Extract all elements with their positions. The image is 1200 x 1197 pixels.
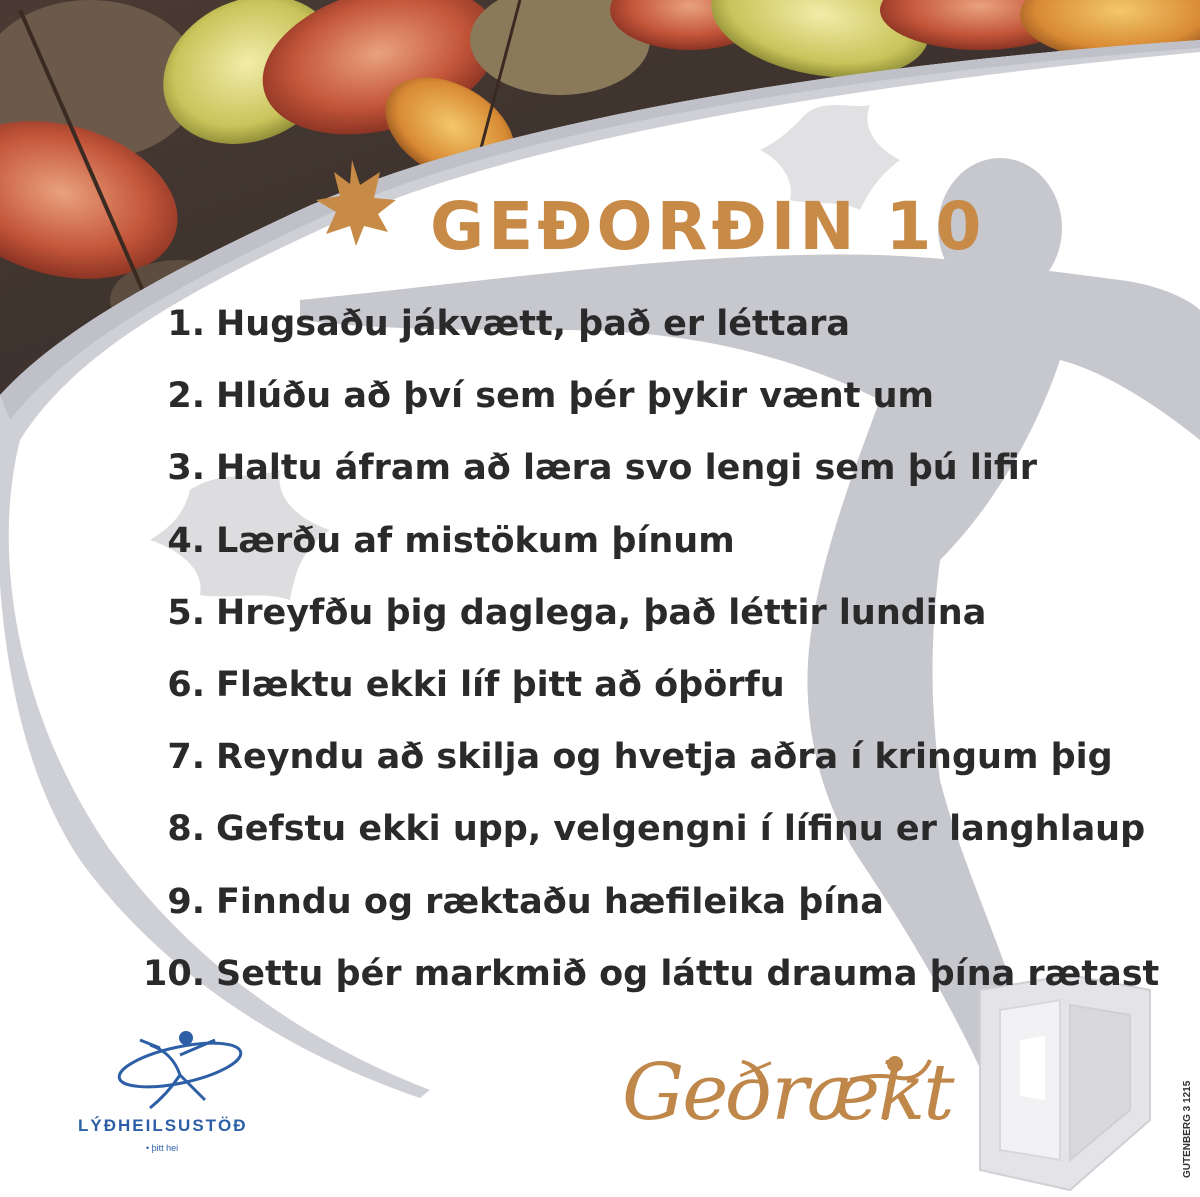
rule-item xyxy=(0,954,1160,1014)
lydheilsustod-logo-text: LÝÐHEILSUSTÖÐ xyxy=(78,1116,248,1135)
rule-item xyxy=(0,448,1160,508)
rule-item xyxy=(0,737,1160,797)
rule-number: 8. xyxy=(167,809,205,849)
rule-text: Hugsaðu jákvætt, það er léttara xyxy=(216,304,850,344)
rule-item xyxy=(0,376,1160,436)
rule-number: 9. xyxy=(167,882,205,922)
rule-number: 3. xyxy=(167,448,205,488)
rule-number: 7. xyxy=(167,737,205,777)
rule-text: Gefstu ekki upp, velgengni í lífinu er langhlaup xyxy=(216,809,1146,849)
rule-text: Hreyfðu þig daglega, það léttir lundina xyxy=(216,593,987,633)
rule-number: 10. xyxy=(142,954,205,994)
gedraekt-logo: Geðrækt xyxy=(622,1048,953,1138)
rule-item xyxy=(0,593,1160,653)
print-mark: GUTENBERG 3 1215 xyxy=(1182,1080,1193,1178)
rule-text: Flæktu ekki líf þitt að óþörfu xyxy=(216,665,785,705)
rule-text: Settu þér markmið og láttu drauma þína rætast xyxy=(216,954,1160,994)
rule-number: 2. xyxy=(167,376,205,416)
rule-number: 6. xyxy=(167,665,205,705)
rule-number: 1. xyxy=(167,304,205,344)
rule-text: Haltu áfram að læra svo lengi sem þú lifir xyxy=(216,448,1038,488)
poster-title: GEÐORÐIN 10 xyxy=(430,188,986,265)
rule-number: 5. xyxy=(167,593,205,633)
rule-text: Hlúðu að því sem þér þykir vænt um xyxy=(216,376,935,416)
rule-number: 4. xyxy=(167,521,205,561)
lydheilsustod-tagline: • þitt hei xyxy=(146,1143,179,1153)
rule-text: Reyndu að skilja og hvetja aðra í kringum þig xyxy=(216,737,1113,777)
rule-item xyxy=(0,665,1160,725)
rule-item xyxy=(0,521,1160,581)
rule-text: Finndu og ræktaðu hæfileika þína xyxy=(216,882,884,922)
rule-item xyxy=(0,809,1160,869)
rule-item xyxy=(0,304,1160,364)
rule-text: Lærðu af mistökum þínum xyxy=(216,521,735,561)
rule-item xyxy=(0,882,1160,942)
